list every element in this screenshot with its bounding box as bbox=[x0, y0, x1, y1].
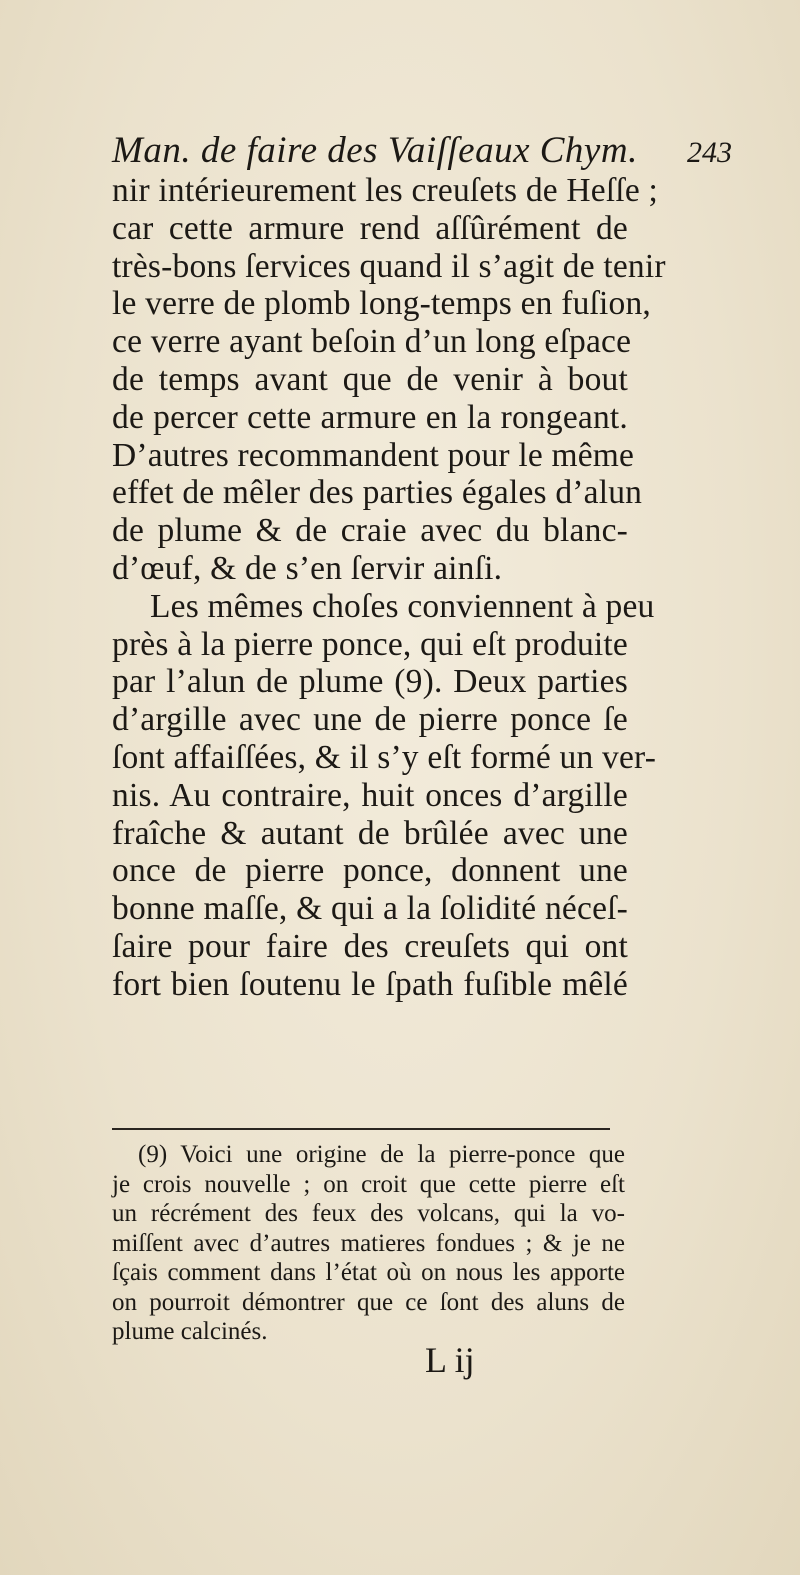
body-text bbox=[112, 172, 666, 1004]
footnote-line: je crois nouvelle ; on croit que cette pierre eſt bbox=[112, 1170, 625, 1198]
body-line: fraîche & autant de brûlée avec une bbox=[112, 814, 628, 852]
body-line: ce verre ayant beſoin d’un long eſpace bbox=[112, 323, 632, 361]
body-line: le verre de plomb long-temps en fuſion, bbox=[112, 285, 652, 323]
body-line: ſont affaiſſées, & il s’y eſt formé un ver- bbox=[112, 738, 657, 776]
body-line: de percer cette armure en la rongeant. bbox=[112, 398, 628, 436]
page-number: 243 bbox=[687, 136, 732, 169]
body-line: de temps avant que de venir à bout bbox=[112, 360, 628, 398]
body-line: près à la pierre ponce, qui eſt produite bbox=[112, 625, 628, 663]
footnote-line: (9) Voici une origine de la pierre-ponce que bbox=[138, 1141, 625, 1168]
body-line: effet de mêler des parties égales d’alun bbox=[112, 474, 643, 512]
footnote-line: ſçais comment dans l’état où on nous les apporte bbox=[112, 1259, 625, 1286]
body-line: bonne maſſe, & qui a la ſolidité néceſ- bbox=[112, 890, 628, 928]
body-line: nis. Au contraire, huit onces d’argille bbox=[112, 776, 628, 814]
body-line: nir intérieurement les creuſets de Heſſe ; bbox=[112, 172, 659, 209]
body-line: d’argille avec une de pierre ponce ſe bbox=[112, 701, 628, 739]
body-line: de plume & de craie avec du blanc- bbox=[112, 512, 628, 550]
signature-mark: L ij bbox=[425, 1340, 475, 1380]
footnote bbox=[112, 1140, 625, 1347]
running-head-title: Man. de faire des Vaiſſeaux Chym. bbox=[112, 130, 638, 171]
footnote-line: miſſent avec d’autres matieres fondues ; & je ne bbox=[112, 1229, 625, 1257]
footnote-line: plume calcinés. bbox=[112, 1318, 268, 1345]
body-line: par l’alun de plume (9). Deux parties bbox=[112, 663, 628, 701]
footnote-rule bbox=[112, 1128, 610, 1130]
running-head bbox=[112, 128, 732, 174]
body-line: car cette armure rend aſſûrément de bbox=[112, 209, 628, 247]
body-line: once de pierre ponce, donnent une bbox=[112, 852, 628, 890]
footnote-line: un récrément des feux des volcans, qui la vo- bbox=[112, 1200, 625, 1227]
body-line: très-bons ſervices quand il s’agit de tenir bbox=[112, 247, 666, 285]
body-line: fort bien ſoutenu le ſpath fuſible mêlé bbox=[112, 965, 628, 1003]
body-line: ſaire pour faire des creuſets qui ont bbox=[112, 927, 628, 965]
footnote-line: on pourroit démontrer que ce ſont des aluns de bbox=[112, 1288, 625, 1316]
body-line: D’autres recommandent pour le même bbox=[112, 436, 635, 474]
body-line: Les mêmes choſes conviennent à peu bbox=[150, 587, 655, 625]
body-line: d’œuf, & de s’en ſervir ainſi. bbox=[112, 549, 503, 587]
